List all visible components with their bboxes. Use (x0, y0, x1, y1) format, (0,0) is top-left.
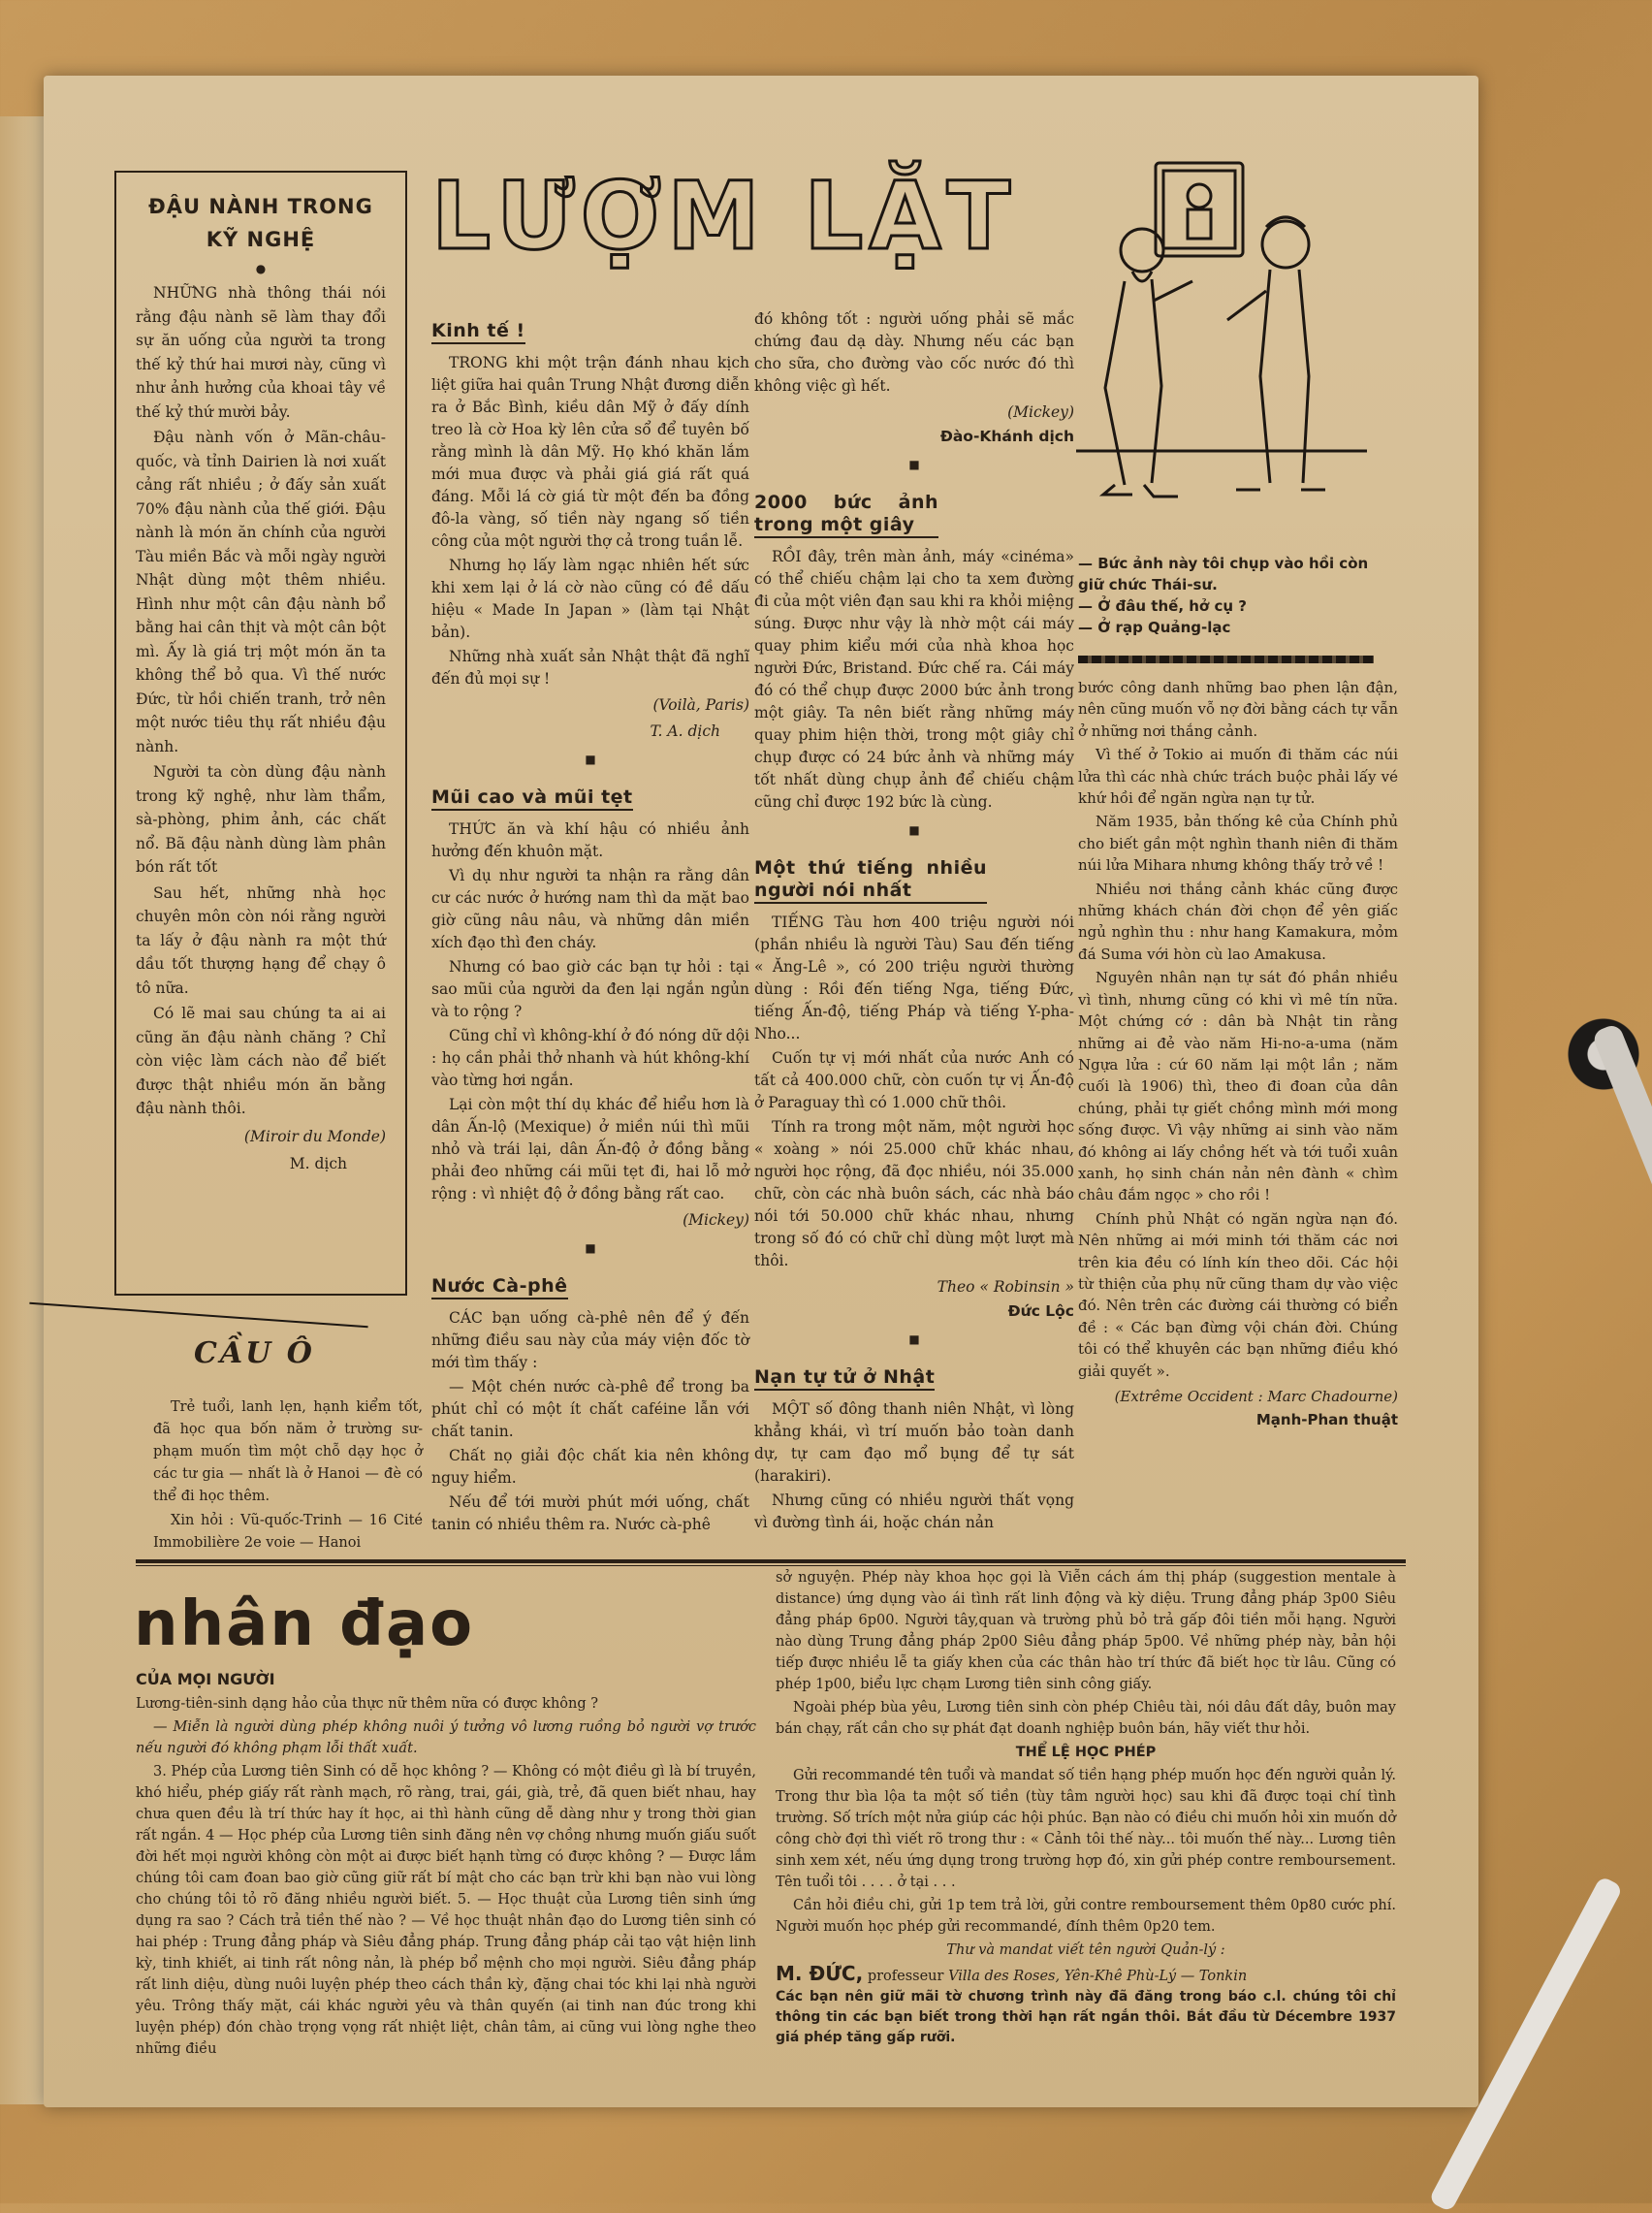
cartoon-illustration (1076, 155, 1377, 543)
nhan-dao-body-3: Ngoài phép bùa yêu, Lương tiên sinh còn phép Chiêu tài, nói dâu đất dây, buôn may bán chạy, rất cần cho sự phát đạt doanh nghiệp buôn bán, hãy viết thư hỏi. (776, 1700, 1396, 1737)
soybean-title-1: ĐẬU NÀNH TRONG (148, 195, 373, 218)
signature: T. A. dịch (650, 722, 720, 740)
decorative-rule (1078, 656, 1374, 663)
soybean-signature: M. dịch (289, 1155, 347, 1172)
paragraph: Chất nọ giải độc chất kia nên không nguy hiểm. (431, 1447, 749, 1487)
heading-nuoc-ca-phe: Nước Cà-phê (431, 1275, 568, 1299)
section-rule-thin (136, 1565, 1406, 1566)
soybean-para: Có lẽ mai sau chúng ta ai ai cũng ăn đậu nành chăng ? Chỉ còn việc làm cách nào để biết được thật nhiều món ăn bằng đậu nành thôi. (136, 1005, 386, 1117)
nhan-dao-body: 3. Phép của Lương tiên Sinh có dễ học không ? — Không có một điều gì là bí truyền, khó hiểu, phép giấy rất rành mạch, rõ ràng, trai, gái, già, trẻ, đã quen biết nhau, hay chưa quen đều là trí thức hay ít học, ai thì hành cũng dễ dàng như y trong thời gian rất ngắn. 4 — Học phép của Lương tiên sinh đăng nên vợ chồng nhưng muốn giấu suốt đời hết mọi người không còn một ai được biết hạnh từng có được không ? — Được lắm chúng tôi cam đoan bao giờ cũng giữ rất bí mật cho các bạn trừ khi bạn nào vui lòng cho chúng tôi tỏ rõ đăng nhiều người biết. 5. — Học thuật của Lương tiên sinh ứng dụng ra sao ? Cách trả tiền thế nào ? — Về học thuật nhân đạo do Lương tiên sinh có hai phép : Trung đẳng pháp và Siêu đẳng pháp. Trung đẳng pháp cải tạo vật hiện linh kỳ, tinh khiết, ai tinh rất nông nản, là phép bổ mệnh cho mọi người. Siêu đẳng pháp rất linh diệu, dùng nuôi luyện phép theo cách thần kỳ, đặng chai tóc khi lại nhà người yêu. Trông thấy mặt, cái khác người yêu và thân quyến (ai tinh nan đúc trong khi luyện phép) đón chào trọng vọng rất nhiệt liệt, chân tâm, ai cũng vui lòng nghe theo những điều (136, 1764, 756, 2057)
mail-note: Thư và mandat viết tên người Quản-lý : (946, 1942, 1225, 1958)
rules: Gửi recommandé tên tuổi và mandat số tiền hạng phép muốn học đến người quản lý. Trong thư bìa lộa ta một số tiền (tùy tâm người học) sau khi đã được toại chí tình trường. Số trích một nửa giúp các hội phúc. Bạn nào có điều chi muốn hỏi xin muốn dở công chờ đợi thì viết rõ trong thư : « Cảnh tôi thế này... tôi muốn thế này... Lương tiên sinh xem xét, nếu ứng dụng trong trường hợp đó, xin gửi phép contre remboursement. Tên tuổi tôi . . . . ở tại . . . (776, 1768, 1396, 1890)
paragraph: Vì dụ như người ta nhận ra rằng dân cư các nước ở hướng nam thì da mặt bao giờ cũng nâu nâu, và những dân miền xích đạo thì đen cháy. (431, 867, 749, 951)
cartoon-caption (1078, 553, 1388, 638)
cau-o-body (153, 1396, 423, 1556)
paragraph: Nhiều nơi thắng cảnh khác cũng được những khách chán đời chọn để yên giấc ngủ nghìn thu : như hang Kamakura, mỏm đá Suma với hòn cù lao Amakusa. (1078, 880, 1398, 963)
paragraph: Chính phủ Nhật có ngăn ngừa nạn đó. Nên những ai mới minh tới thăm các nơi trên kia đều có lính kín theo dõi. Các hội từ thiện của phụ nữ cũng tham dự vào việc đó. Nên trên các đường cái thường có biển đề : « Các bạn đừng vội chán đời. Chúng tôi có thể khuyên các bạn những điều khó giải quyết ». (1078, 1209, 1398, 1380)
heading-mui-cao: Mũi cao và mũi tẹt (431, 786, 633, 811)
address-role: professeur (867, 1969, 944, 1984)
source: (Mickey) (683, 1211, 749, 1229)
paragraph: Tính ra trong một năm, một người học « xoàng » nói 25.000 chữ khác nhau, người học rộng, đã đọc nhiều, nói 35.000 chữ, còn các nhà buôn sách, các nhà báo nói tới 50.000 chữ khác nhau, nhưng trong số đó có chữ chỉ dùng một lượt mà thôi. (754, 1118, 1074, 1269)
nhan-dao-subtitle: CỦA MỌI NGƯỜI (136, 1670, 275, 1688)
source: (Voilà, Paris) (652, 696, 749, 714)
soybean-article-box (114, 171, 407, 1296)
answer: — Miễn là người dùng phép không nuôi ý tưởng vô lương ruồng bỏ người vợ trước nếu người đó không phạm lỗi thất xuất. (136, 1719, 756, 1756)
nhan-dao-title: nhân đạo (134, 1588, 475, 1660)
soybean-para: NHỮNG nhà thông thái nói rằng đậu nành sẽ làm thay đổi sự ăn uống của người ta trong thế kỷ thứ hai mươi này, cũng vì như ảnh hưởng của khoai tây về thế kỷ thứ mười bảy. (136, 284, 386, 421)
cau-o-title: CẦU Ô (194, 1336, 315, 1370)
nhan-dao-right (776, 1567, 1396, 2050)
binding-edge (0, 116, 44, 2104)
paragraph: đó không tốt : người uống phải sẽ mắc chứng đau dạ dày. Nhưng nếu các bạn cho sữa, cho đường vào cốc nước đó thì không việc gì hết. (754, 310, 1074, 395)
paragraph: TIẾNG Tàu hơn 400 triệu người nói (phần nhiều là người Tàu) Sau đến tiếng « Ăng-Lê », có 200 triệu người thường dùng : Rồi đến tiếng Nga, tiếng Đức, tiếng Ấn-độ, tiếng Pháp và tiếng Y-pha-Nho... (754, 914, 1074, 1042)
section-rule (136, 1559, 1406, 1563)
soybean-para: Người ta còn dùng đậu nành trong kỹ nghệ, như làm thẩm, sà-phòng, phim ảnh, các chất nổ. Bã đậu nành dùng làm phân bón rất tốt (136, 763, 386, 876)
cau-o-text: Trẻ tuổi, lanh lẹn, hạnh kiểm tốt, đã học qua bốn năm ở trường sư-phạm muốn tìm một chỗ dạy học ở các tư gia — nhất là ở Hanoi — đè có thể đi học thêm. (153, 1399, 423, 1504)
soybean-source: (Miroir du Monde) (243, 1127, 386, 1145)
paragraph: RỒI đây, trên màn ảnh, máy «cinéma» có thể chiếu chậm lại cho ta xem đường đi của một viên đạn sau khi ra khỏi miệng súng. Được như vậy là nhờ một cái máy quay phim kiểu mới của nhà khoa học người Đức, Bristand. Đức chế ra. Cái máy đó có thể chụp được 2000 bức ảnh trong một giây. Ta nên biết rằng những máy quay phim hiện thời, trong một giây chỉ chụp được có 24 bức ảnh và những máy tốt nhất dùng chụp ảnh để chiếu chậm cũng chỉ được 192 bức là cùng. (754, 548, 1074, 811)
heading-2000-buc-anh: 2000 bức ảnh trong một giây (754, 492, 938, 538)
caption-line: — Ở đâu thế, hở cụ ? (1078, 597, 1247, 615)
paragraph: TRONG khi một trận đánh nhau kịch liệt giữa hai quân Trung Nhật đương diễn ra ở Bắc Bình, kiều dân Mỹ ở đấy dính treo là cờ Hoa kỳ lên cửa sổ để tuyên bố rằng mình là dân Mỹ. Họ khó khăn lắm mới mua được và phải giá giá rất quá đáng. Mỗi lá cờ giá từ một đến ba đồng đô-la vàng, số tiền này ngang số tiền công của một người thợ cả trong tuần lễ. (431, 354, 749, 550)
heading-nan-tu-tu: Nạn tự tử ở Nhật (754, 1366, 935, 1391)
rules-title: THỂ LỆ HỌC PHÉP (1015, 1745, 1157, 1760)
square-divider-icon: ■ (908, 823, 920, 837)
paragraph: Nhưng họ lấy làm ngạc nhiên hết sức khi xem lại ở lá cờ nào cũng có đề dấu hiệu « Made In Japan » (làm tại Nhật bản). (431, 557, 749, 641)
soybean-body (136, 281, 386, 1176)
paragraph: — Một chén nước cà-phê để trong ba phút chỉ có một ít chất caféine lẫn với chất tanin. (431, 1378, 749, 1440)
address-name: M. ĐỨC, (776, 1962, 864, 1985)
soybean-title-2: KỸ NGHỆ (206, 228, 316, 251)
soybean-para: Sau hết, những nhà học chuyên môn còn nói rằng người ta lấy ở đậu nành ra một thứ dầu tốt thượng hạng để chạy ô tô nữa. (136, 883, 386, 997)
paragraph: Nguyên nhân nạn tự sát đó phần nhiều vì tình, nhưng cũng có khi vì mê tín nữa. Một chứng cớ : dân bà Nhật tin rằng những ai đẻ vào năm Hi-no-a-uma (năm Ngựa lửa : cứ 60 năm lại một lần ; năm cuối là 1906) thì, theo đi đoan của dân chúng, phải tự giết chồng mình mới mong sống được. Vì vậy những ai sinh vào năm đó không ai lấy chồng hết và tới tuổi xuân xanh, họ sinh chán nản nên đành « chìm châu đắm ngọc » cho rồi ! (1078, 969, 1398, 1204)
column-2 (431, 310, 749, 1538)
square-divider-icon: ■ (585, 1241, 596, 1255)
square-divider-icon: ■ (908, 1332, 920, 1346)
paragraph: Cuốn tự vị mới nhất của nước Anh có tất cả 400.000 chữ, còn cuốn tự vị Ấn-độ ở Paraguay thì có 1.000 chữ thôi. (754, 1049, 1074, 1111)
signature: Đức Lộc (1007, 1302, 1074, 1320)
paragraph: Những nhà xuất sản Nhật thật đã nghĩ đến đủ mọi sự ! (431, 648, 749, 688)
source: (Mickey) (1007, 403, 1074, 421)
paragraph: Nhưng cũng có nhiều người thất vọng vì đường tình ái, hoặc chán nản (754, 1491, 1074, 1531)
address-place: Villa des Roses, Yên-Khê Phù-Lý — Tonkin (948, 1969, 1248, 1984)
square-divider-icon: ■ (585, 753, 596, 766)
nhan-dao-body-2: sở nguyện. Phép này khoa học gọi là Viễn cách ám thị pháp (suggestion mentale à distance) ứng dụng vào ái tình rất linh động và kỳ diệu. Trung đẳng pháp 3p00 Siêu đẳng pháp 6p00. Người tây,quan và trường phủ bỏ trả gấp đôi tiền mỗi hạng. Người nào dùng Trung đẳng pháp 2p00 Siêu đẳng pháp 5p00. Về những phép này, bản hội tiếp được nhiều lễ ta giấy khen của các thân hào trí thức đã biết học từ lâu. Cũng có phép 1p00, biểu lực chạm Lương tiên sinh công giấy. (776, 1570, 1396, 1692)
paragraph: Vì thế ở Tokio ai muốn đi thăm các núi lửa thì các nhà chức trách buộc phải lấy vé khứ hồi để ngăn ngừa nạn tự tử. (1078, 746, 1398, 808)
paragraph: bước công danh những bao phen lận đận, nên cũng muốn vỗ nợ đời bằng cách tự vẫn ở những nơi thắng cảnh. (1078, 679, 1398, 740)
section-title: LƯỢM LẶT (431, 162, 1017, 271)
paragraph: Năm 1935, bản thống kê của Chính phủ cho biết gần một nghìn thanh niên đi thăm núi lửa Mihara nhưng không thấy trở về ! (1078, 813, 1398, 875)
signature: Đào-Khánh dịch (939, 428, 1074, 445)
square-divider-icon: ■ (908, 458, 920, 471)
source: (Extrême Occident : Marc Chadourne) (1114, 1388, 1398, 1405)
address-line (776, 1963, 1396, 1987)
paragraph: Cũng chỉ vì không-khí ở đó nóng dữ dội : họ cần phải thở nhanh và hút không-khí vào từng hơi ngắn. (431, 1027, 749, 1089)
caption-line: — Ở rạp Quảng-lạc (1078, 619, 1231, 636)
soybean-para: Đậu nành vốn ở Mãn-châu-quốc, và tỉnh Dairien là nơi xuất cảng rất nhiều ; ở đấy sản xuất 70% đậu nành của thế giới. Đậu nành là món ăn chính của người Tàu miền Bắc và mỗi ngày người Nhật dùng một thêm nhiều. Hình như một cân đậu nành bổ bằng hai cân thịt và một cân bột mì. Ấy là giá trị một món ăn ta không thể bỏ qua. Vì thế nước Đức, từ hồi chiến tranh, trở nên một nước tiêu thụ rất nhiều đậu nành. (136, 429, 386, 755)
column-3 (754, 308, 1074, 1536)
rules-2: Cần hỏi điều chi, gửi 1p tem trả lời, gửi contre remboursement thêm 0p80 cước phí. Người muốn học phép gửi recommandé, đính thêm 0p20 tem. (776, 1898, 1396, 1935)
caption-line: — Bức ảnh này tôi chụp vào hồi còn giữ chức Thái-sư. (1078, 555, 1369, 593)
paragraph: THỨC ăn và khí hậu có nhiều ảnh hưởng đến khuôn mặt. (431, 820, 749, 860)
question: Lương-tiên-sinh dạng hảo của thực nữ thêm nữa có được không ? (136, 1696, 599, 1712)
signature: Mạnh-Phan thuật (1255, 1411, 1398, 1429)
paragraph: Lại còn một thí dụ khác để hiểu hơn là dân Ấn-lộ (Mexique) ở miền núi thì mũi nhỏ và trái lại, dân Ấn-độ ở đồng bằng phải đeo những cái mũi tẹt đi, hai lỗ mở rộng : vì nhiệt độ ở đồng bằng rất cao. (431, 1096, 749, 1203)
paragraph: Nếu để tới mười phút mới uống, chất tanin có nhiều thêm ra. Nước cà-phê (431, 1493, 749, 1533)
paragraph: MỘT số đông thanh niên Nhật, vì lòng khẳng khái, vì trí muốn bảo toàn danh dự, tự cam đạo mổ bụng để tự sát (harakiri). (754, 1400, 1074, 1485)
column-4 (1078, 677, 1398, 1437)
source: Theo « Robinsin » (937, 1278, 1074, 1296)
nhan-dao-left (136, 1693, 756, 2062)
paragraph: Nhưng có bao giờ các bạn tự hỏi : tại sao mũi của người da đen lại ngắn ngủn và to rộng ? (431, 958, 749, 1020)
footer-note: Các bạn nên giữ mãi tờ chương trình này đã đăng trong báo c.l. chúng tôi chỉ thông tin các bạn biết trong thời hạn rất ngắn thôi. Bắt đầu từ Décembre 1937 giá phép tăng gấp rưỡi. (776, 1989, 1396, 2045)
heading-kinh-te: Kinh tế ! (431, 320, 525, 344)
ornament-icon: ● (255, 262, 267, 275)
paragraph: CÁC bạn uống cà-phê nên để ý đến những điều sau này của máy viện đốc tờ mới tìm thấy : (431, 1309, 749, 1371)
heading-mot-thu-tieng: Một thứ tiếng nhiều người nói nhất (754, 857, 987, 904)
cau-o-address: Xin hỏi : Vũ-quốc-Trinh — 16 Cité Immobilière 2e voie — Hanoi (153, 1513, 423, 1551)
